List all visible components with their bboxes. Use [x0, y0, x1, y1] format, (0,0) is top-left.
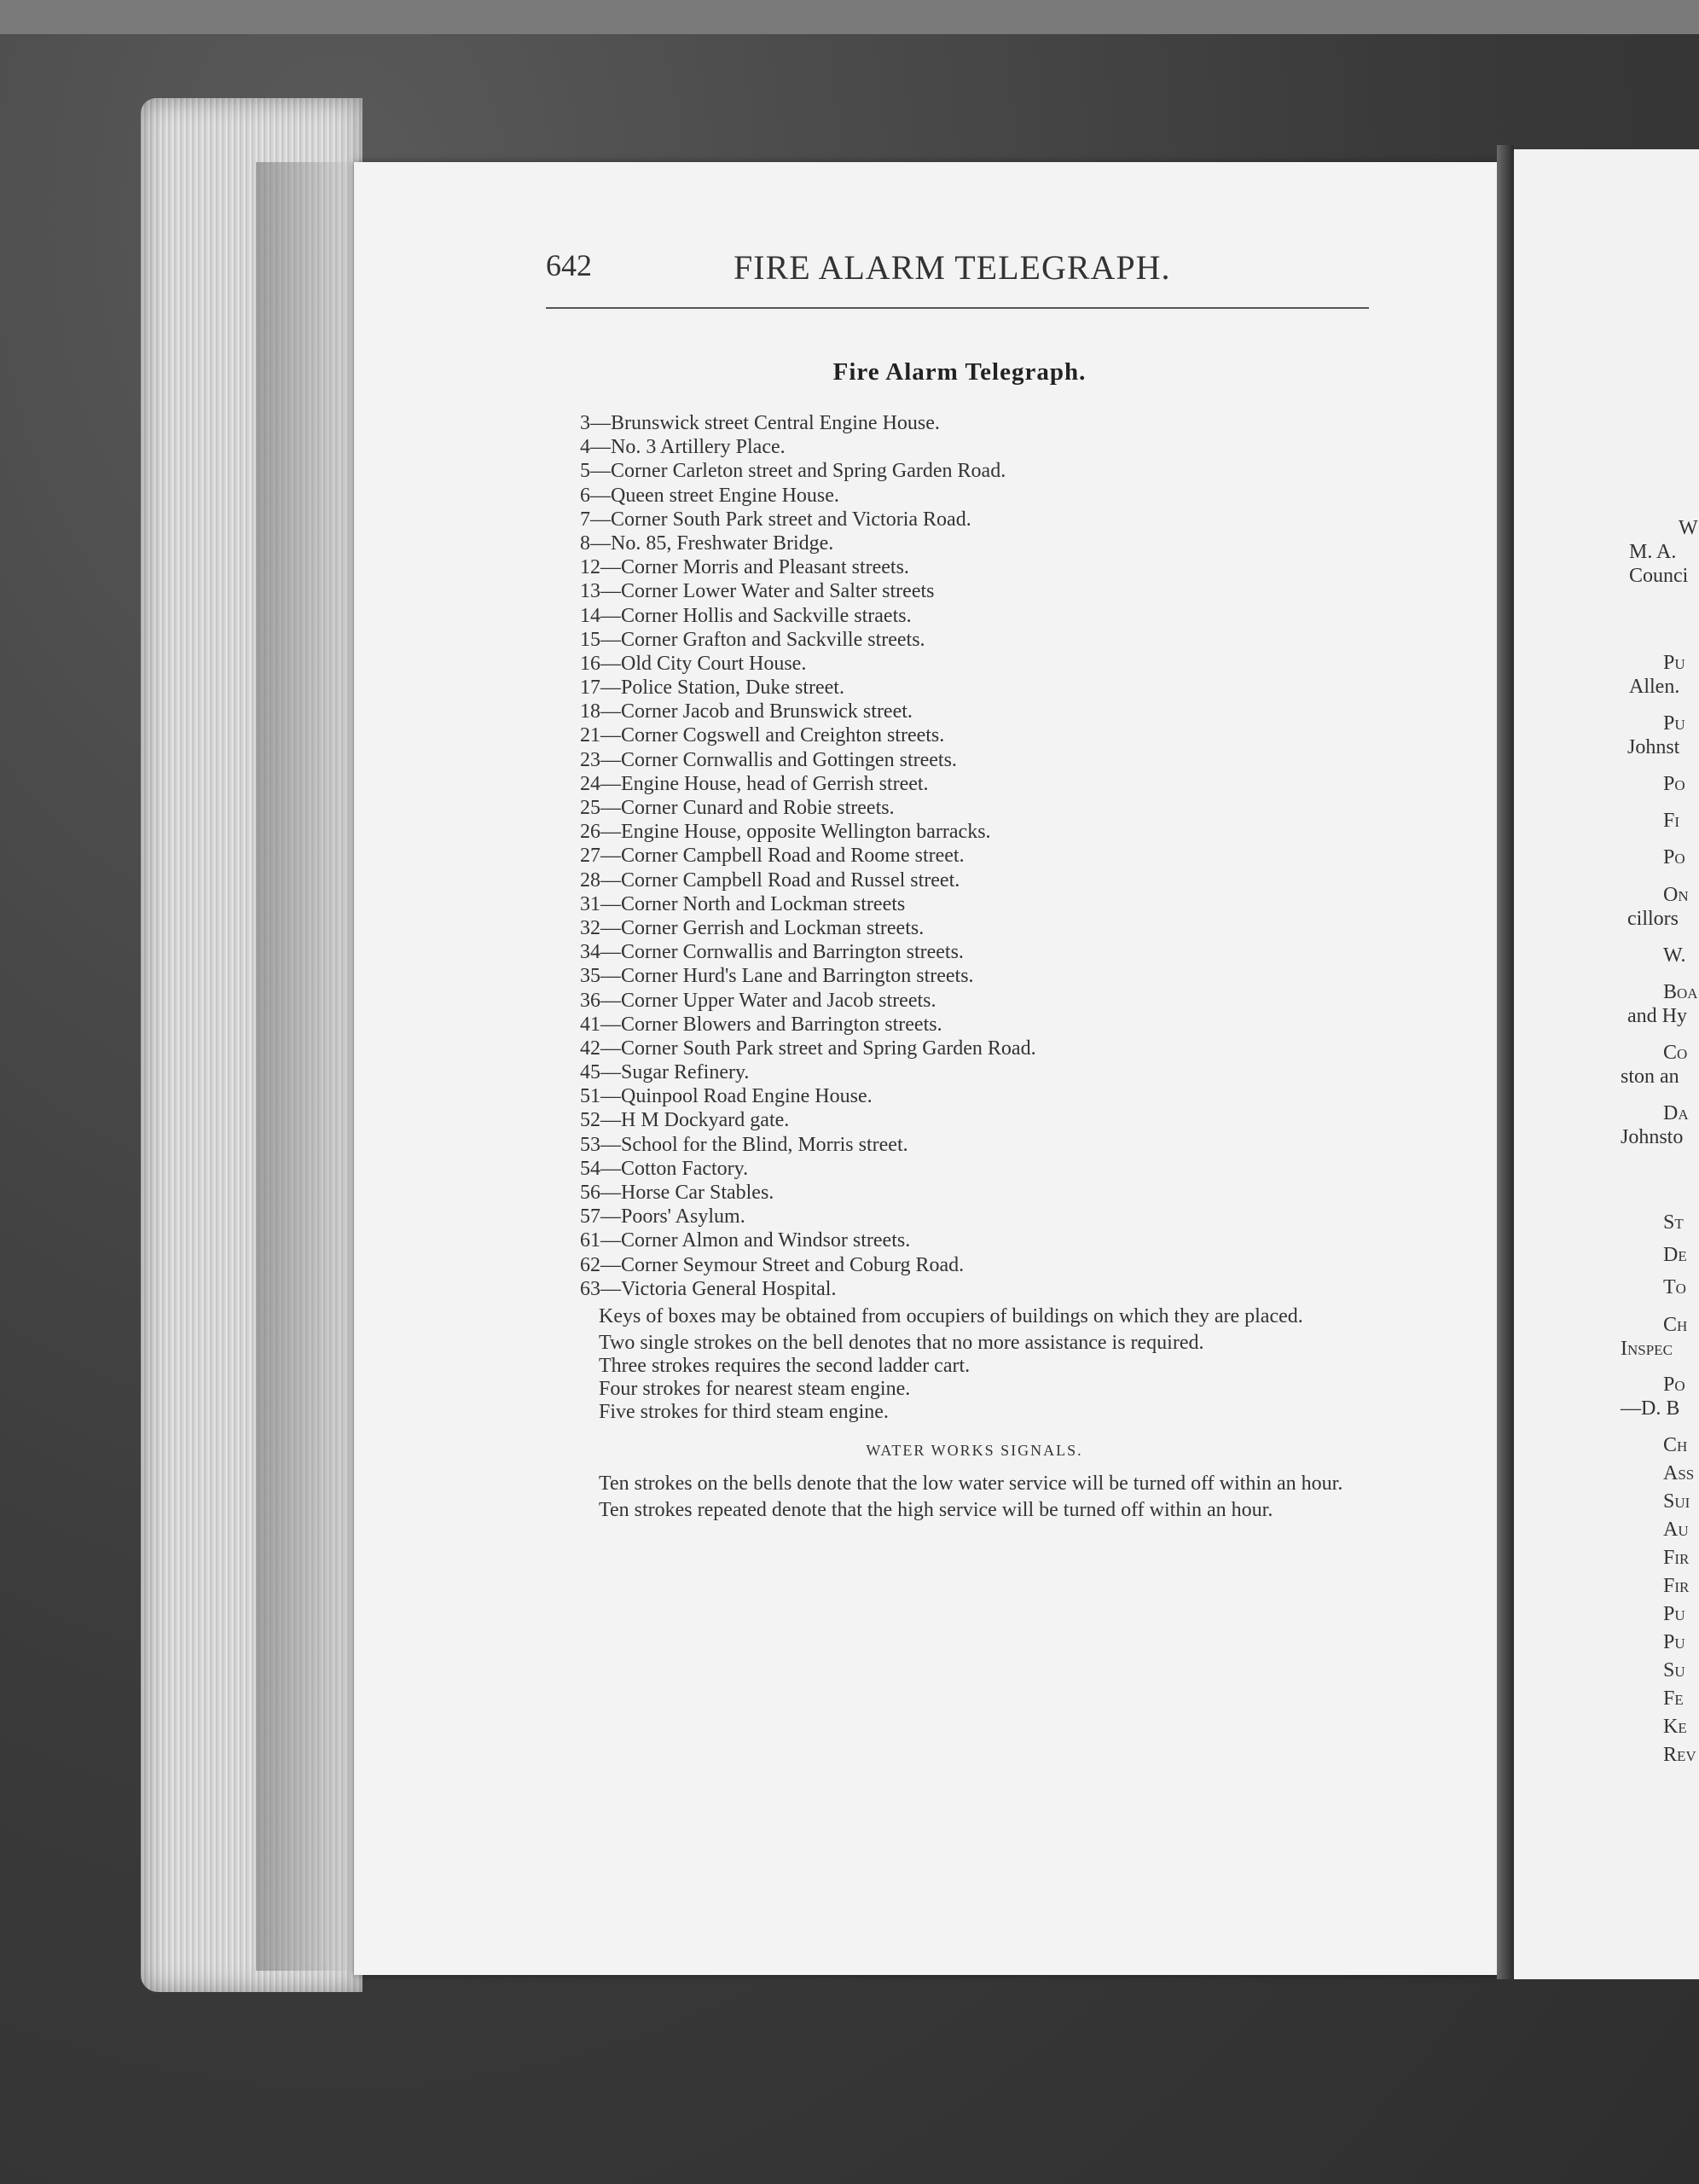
fragment: Boa: [1663, 981, 1698, 1003]
list-item: 14—Corner Hollis and Sackville straets.: [580, 604, 912, 627]
list-item: 45—Sugar Refinery.: [580, 1061, 750, 1084]
list-item: 41—Corner Blowers and Barrington streets.: [580, 1013, 942, 1036]
fragment: Fi: [1663, 810, 1680, 832]
fragment: Johnst: [1627, 736, 1680, 758]
list-item: 42—Corner South Park street and Spring Garden Road.: [580, 1037, 1036, 1060]
strokes-line: Three strokes requires the second ladder cart.: [599, 1355, 971, 1377]
fragment: Ke: [1663, 1716, 1687, 1738]
list-item: 31—Corner North and Lockman streets: [580, 892, 906, 915]
fragment: and Hy: [1627, 1005, 1687, 1027]
list-item: 51—Quinpool Road Engine House.: [580, 1085, 873, 1108]
fragment: Fe: [1663, 1687, 1684, 1710]
scanner-top-strip: [0, 0, 1699, 34]
list-item: 63—Victoria General Hospital.: [580, 1277, 837, 1300]
list-item: 17—Police Station, Duke street.: [580, 677, 844, 700]
water-works-signals-heading: WATER WORKS SIGNALS.: [866, 1442, 1083, 1459]
fragment: Counci: [1629, 565, 1689, 587]
fragment: Ch: [1663, 1314, 1688, 1336]
fragment: Au: [1663, 1519, 1689, 1541]
fragment: ston an: [1621, 1066, 1679, 1088]
fragment: Sui: [1663, 1490, 1690, 1513]
list-item: 57—Poors' Asylum.: [580, 1205, 745, 1228]
fragment: On: [1663, 884, 1689, 906]
fragment: —D. B: [1621, 1397, 1680, 1420]
fragment: St: [1663, 1211, 1684, 1234]
list-item: 27—Corner Campbell Road and Roome street.: [580, 845, 965, 868]
list-item: 13—Corner Lower Water and Salter streets: [580, 580, 935, 603]
fragment: W.: [1663, 944, 1686, 967]
list-item: 28—Corner Campbell Road and Russel street.: [580, 868, 960, 892]
strokes-line: Five strokes for third steam engine.: [599, 1401, 889, 1423]
fragment: Po: [1663, 846, 1685, 868]
list-item: 12—Corner Morris and Pleasant streets.: [580, 556, 909, 579]
list-item: 56—Horse Car Stables.: [580, 1182, 774, 1204]
list-item: 15—Corner Grafton and Sackville streets.: [580, 628, 925, 651]
list-item: 3—Brunswick street Central Engine House.: [580, 412, 940, 434]
right-page-cut-text: [1621, 0, 1699, 2184]
fragment: Co: [1663, 1042, 1688, 1064]
fragment: cillors: [1627, 908, 1679, 930]
fragment: Po: [1663, 1374, 1685, 1396]
list-item: 24—Engine House, head of Gerrish street.: [580, 772, 929, 795]
list-item: 62—Corner Seymour Street and Coburg Road.: [580, 1253, 965, 1276]
fragment: Inspec: [1621, 1338, 1673, 1360]
list-item: 21—Corner Cogswell and Creighton streets.: [580, 724, 945, 747]
list-item: 32—Corner Gerrish and Lockman streets.: [580, 916, 925, 939]
fragment: Pu: [1663, 712, 1685, 735]
book-gutter: [1497, 145, 1514, 1979]
list-item: 35—Corner Hurd's Lane and Barrington streets.: [580, 965, 974, 988]
list-item: 23—Corner Cornwallis and Gottingen streets.: [580, 748, 957, 771]
fragment: Pu: [1663, 1603, 1685, 1625]
strokes-line: Two single strokes on the bell denotes that no more assistance is required.: [599, 1332, 1204, 1354]
fragment: Ass: [1663, 1462, 1695, 1484]
signal-paragraph: Ten strokes on the bells denote that the low water service will be turned off within an hour.: [599, 1472, 1343, 1495]
list-item: 25—Corner Cunard and Robie streets.: [580, 797, 895, 819]
list-item: 5—Corner Carleton street and Spring Garden Road.: [580, 460, 1006, 483]
section-title: Fire Alarm Telegraph.: [832, 358, 1087, 386]
fragment: Allen.: [1629, 676, 1680, 698]
fragment: Po: [1663, 773, 1685, 795]
page-header: [546, 247, 1369, 309]
fragment: W: [1679, 517, 1698, 539]
signal-paragraph: Ten strokes repeated denote that the high service will be turned off within an hour.: [599, 1499, 1273, 1521]
fragment: De: [1663, 1244, 1687, 1266]
fragment: Su: [1663, 1659, 1685, 1682]
strokes-line: Four strokes for nearest steam engine.: [599, 1378, 911, 1400]
fragment: Johnsto: [1621, 1126, 1684, 1148]
fragment: Da: [1663, 1102, 1689, 1124]
list-item: 8—No. 85, Freshwater Bridge.: [580, 531, 834, 555]
list-item: 53—School for the Blind, Morris street.: [580, 1133, 908, 1156]
list-item: 61—Corner Almon and Windsor streets.: [580, 1229, 911, 1252]
list-item: 4—No. 3 Artillery Place.: [580, 436, 786, 459]
list-item: 26—Engine House, opposite Wellington barracks.: [580, 821, 991, 844]
list-item: 18—Corner Jacob and Brunswick street.: [580, 700, 913, 723]
running-head: FIRE ALARM TELEGRAPH.: [734, 248, 1171, 287]
fragment: Pu: [1663, 1631, 1685, 1653]
list-item: 54—Cotton Factory.: [580, 1157, 749, 1180]
list-item: 16—Old City Court House.: [580, 652, 807, 675]
list-item: 34—Corner Cornwallis and Barrington streets.: [580, 941, 964, 964]
list-item: 7—Corner South Park street and Victoria Road.: [580, 508, 971, 531]
alarm-box-list: [580, 411, 1348, 1301]
notes-section: [554, 1305, 1395, 1525]
spine-shadow: [256, 162, 358, 1971]
list-item: 6—Queen street Engine House.: [580, 484, 839, 507]
fragment: Rev: [1663, 1744, 1696, 1766]
page-number: 642: [546, 248, 592, 282]
fragment: M. A.: [1629, 541, 1677, 563]
fragment: Fir: [1663, 1547, 1690, 1569]
list-item: 52—H M Dockyard gate.: [580, 1109, 790, 1132]
fragment: To: [1663, 1276, 1686, 1298]
fragment: Ch: [1663, 1434, 1688, 1456]
keys-note: Keys of boxes may be obtained from occupiers of buildings on which they are placed.: [599, 1305, 1303, 1327]
fragment: Fir: [1663, 1575, 1690, 1597]
list-item: 36—Corner Upper Water and Jacob streets.: [580, 989, 936, 1012]
fragment: Pu: [1663, 652, 1685, 674]
